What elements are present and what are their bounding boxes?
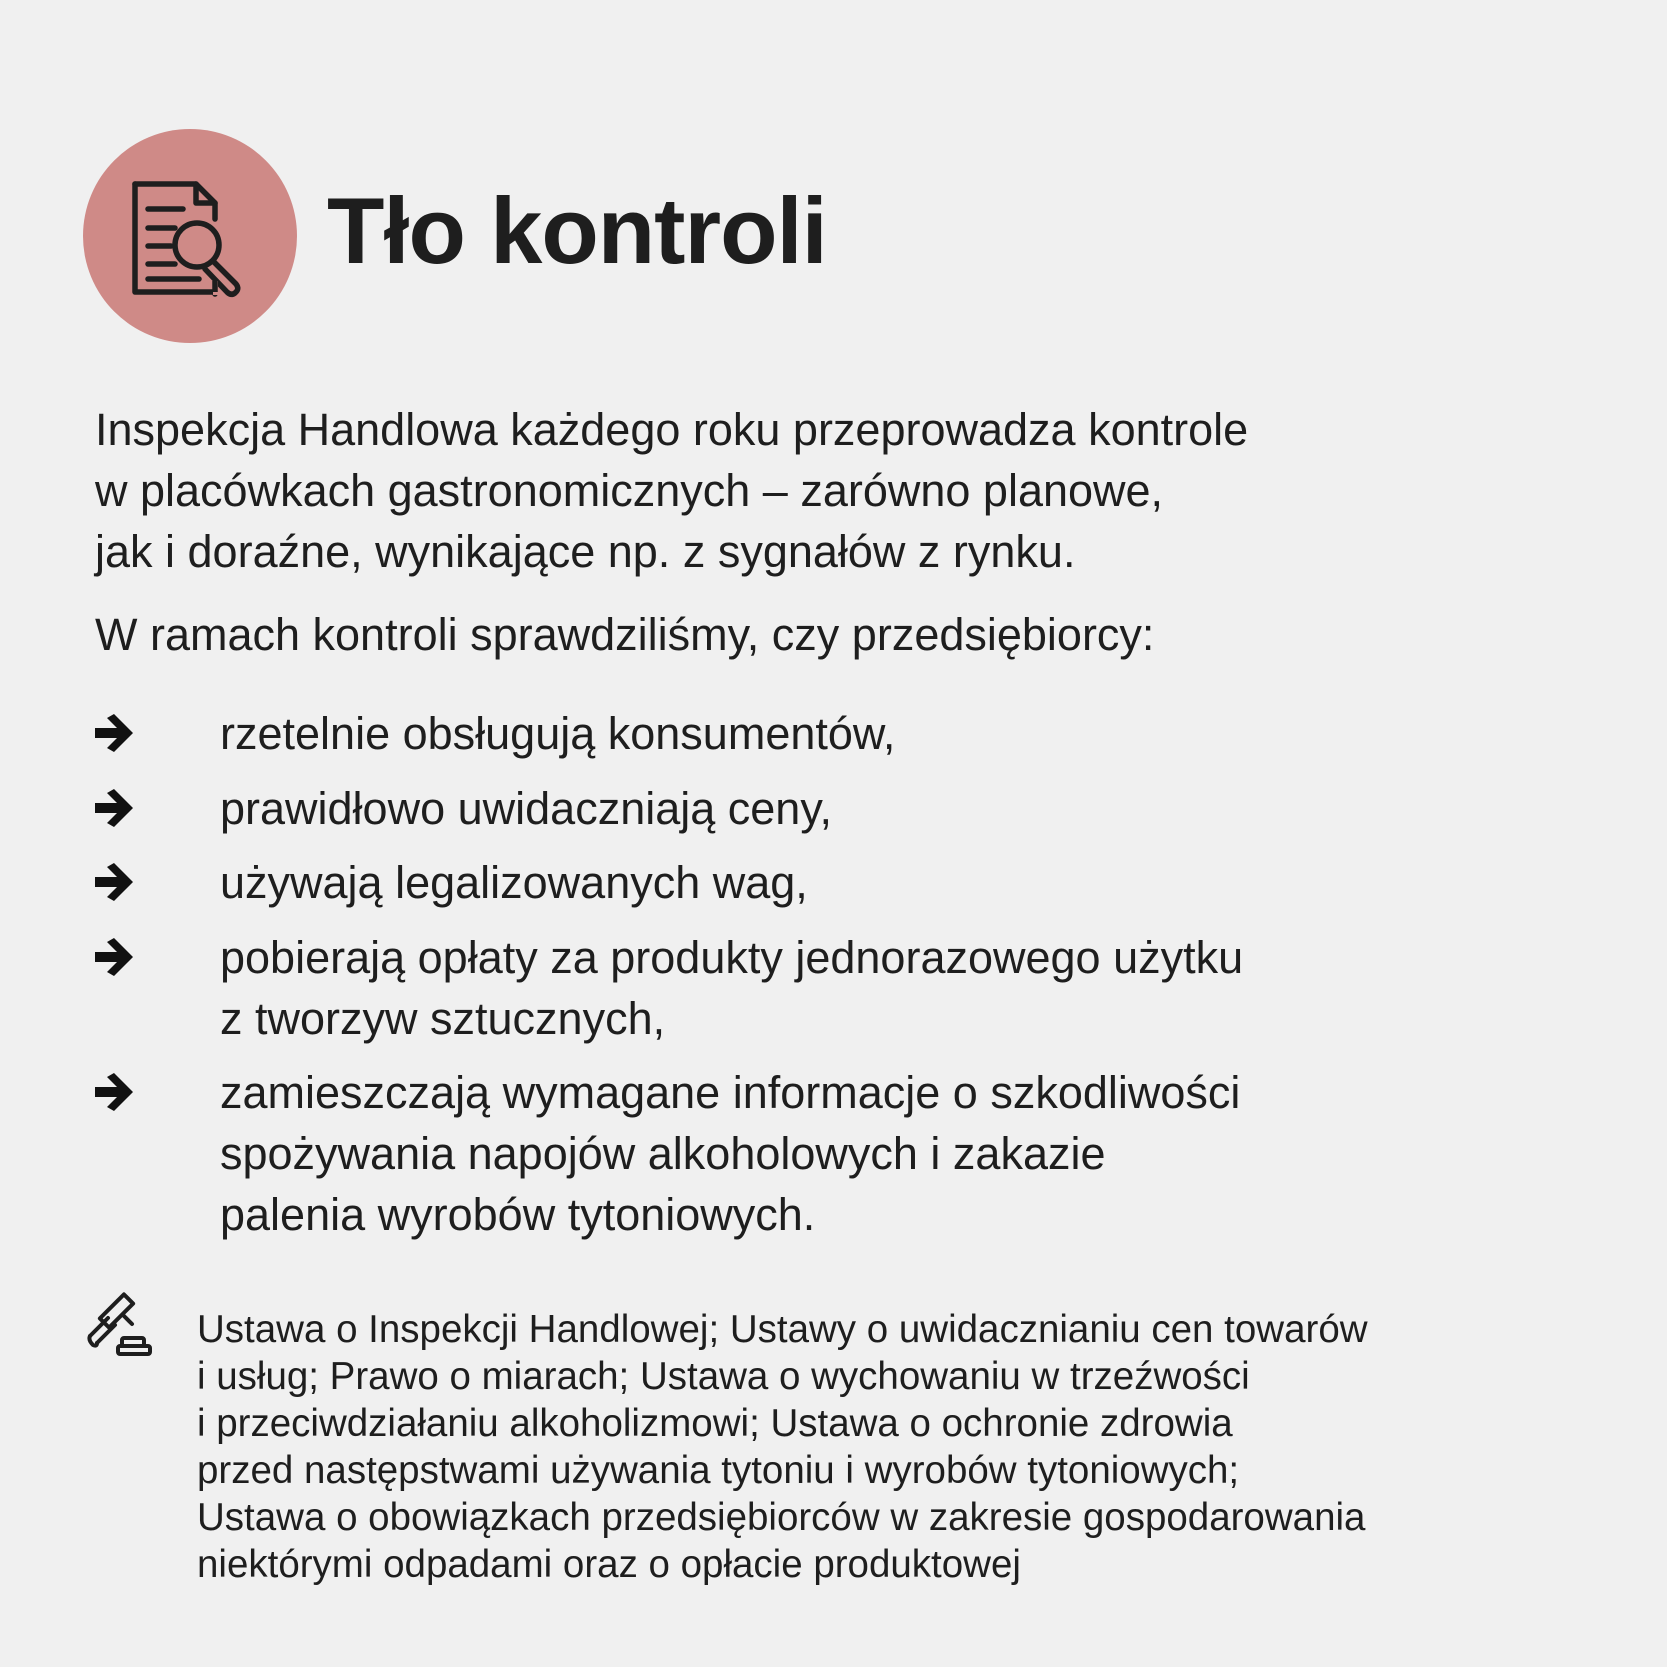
- header-badge: [83, 129, 297, 343]
- list-item-text: zamieszczają wymagane informacje o szkodliwości spożywania napojów alkoholowych i zakazie palenia wyrobów tytoniowych.: [220, 1067, 1241, 1240]
- checklist-lead: W ramach kontroli sprawdziliśmy, czy przedsiębiorcy:: [95, 609, 1155, 660]
- intro-paragraph: Inspekcja Handlowa każdego roku przeprowadza kontrole w placówkach gastronomicznych – zarówno planowe, jak i doraźne, wynikające np. z sygnałów z rynku.: [95, 404, 1249, 577]
- gavel-icon: [86, 1290, 154, 1358]
- list-item-text: używają legalizowanych wag,: [220, 857, 808, 908]
- page-title: Tło kontroli: [327, 178, 827, 283]
- arrow-right-icon: [91, 1068, 139, 1116]
- arrow-right-icon: [91, 784, 139, 832]
- document-search-icon: [83, 129, 297, 343]
- list-item-text: prawidłowo uwidaczniają ceny,: [220, 783, 832, 834]
- list-item-text: rzetelnie obsługują konsumentów,: [220, 708, 896, 759]
- list-item-text: pobierają opłaty za produkty jednorazowego użytku z tworzyw sztucznych,: [220, 932, 1244, 1044]
- arrow-right-icon: [91, 858, 139, 906]
- arrow-right-icon: [91, 933, 139, 981]
- arrow-right-icon: [91, 709, 139, 757]
- legal-basis-text: Ustawa o Inspekcji Handlowej; Ustawy o uwidacznianiu cen towarów i usług; Prawo o miarach; Ustawa o wychowaniu w trzeźwości i przeciwdziałaniu alkoholizmowi; Ustawa o ochronie zdrowia przed następstwami używania tytoniu i wyrobów tytoniowych; Ustawa o obowiązkach przedsiębiorców w zakresie gospodarowania niektórymi odpadami oraz o opłacie produktowej: [197, 1308, 1368, 1586]
